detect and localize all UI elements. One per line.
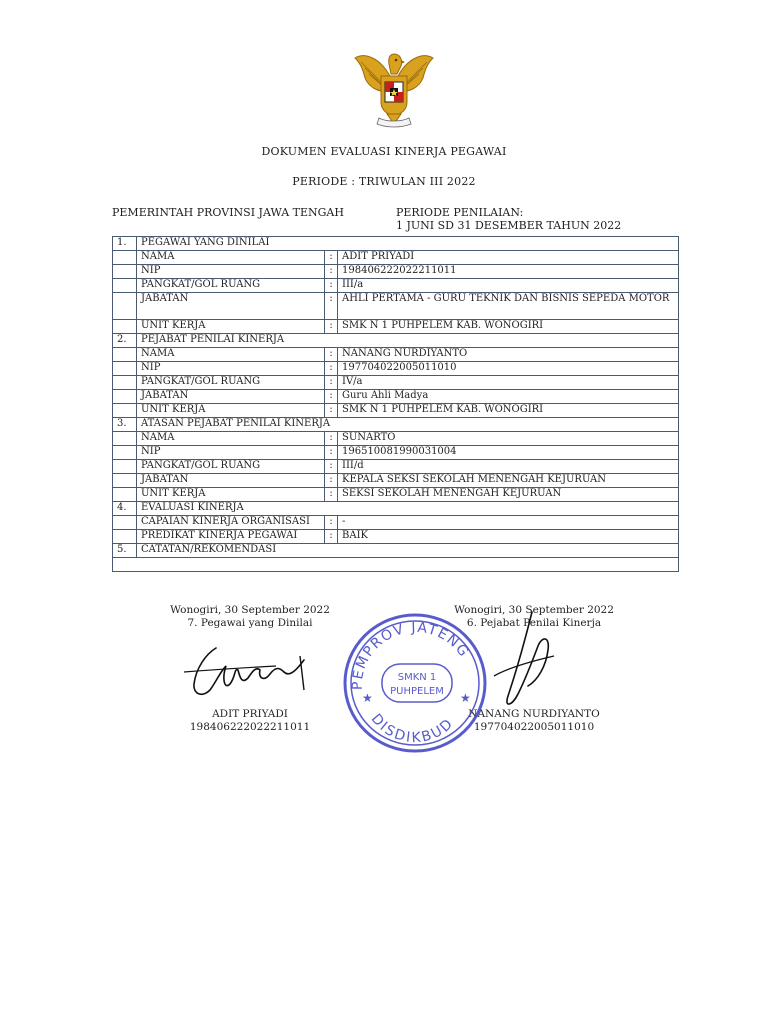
right-signature-scribble [488,606,568,716]
period-title: PERIODE : TRIWULAN III 2022 [292,175,476,188]
left-place-date: Wonogiri, 30 September 2022 [170,604,330,616]
section-number: 4. [113,502,137,516]
assessment-period [396,206,621,232]
row-value: IV/a [338,376,679,390]
svg-text:★: ★ [460,691,471,705]
left-role: 7. Pegawai yang Dinilai [187,617,313,629]
row-value: KEPALA SEKSI SEKOLAH MENENGAH KEJURUAN [338,474,679,488]
row-value: - [338,516,679,530]
government-name: PEMERINTAH PROVINSI JAWA TENGAH [112,206,344,219]
row-value: III/a [338,279,679,293]
section-number: 5. [113,544,137,558]
left-signer-nip: 198406222022211011 [189,721,311,733]
row-label: NIP [137,446,325,460]
row-label: JABATAN [137,474,325,488]
table-row: CAPAIAN KINERJA ORGANISASI : - [113,516,679,530]
row-value: III/d [338,460,679,474]
assessment-period-value: 1 JUNI SD 31 DESEMBER TAHUN 2022 [396,219,622,232]
section-number: 1. [113,237,137,251]
row-value: SMK N 1 PUHPELEM KAB. WONOGIRI [338,404,679,418]
row-label: JABATAN [137,390,325,404]
section-header [113,334,679,348]
row-label: PANGKAT/GOL RUANG [137,460,325,474]
table-row: PANGKAT/GOL RUANG : IV/a [113,376,679,390]
row-label: NIP [137,265,325,279]
right-signer-name: NANANG NURDIYANTO [468,708,600,720]
section-header [113,237,679,251]
section-header [113,502,679,516]
table-row: PREDIKAT KINERJA PEGAWAI : BAIK [113,530,679,544]
table-row: NAMA : ADIT PRIYADI [113,251,679,265]
row-value: SUNARTO [338,432,679,446]
left-signature-scribble [180,628,320,704]
table-row: PANGKAT/GOL RUANG : III/a [113,279,679,293]
section-header [113,418,679,432]
row-value: Guru Ahli Madya [338,390,679,404]
official-stamp-icon [340,610,490,756]
table-row: NIP : 198406222022211011 [113,265,679,279]
section-title: EVALUASI KINERJA [137,502,679,516]
row-label: JABATAN [137,293,325,320]
left-signature-header [150,604,350,630]
section-title: ATASAN PEJABAT PENILAI KINERJA [137,418,679,432]
row-value: 196510081990031004 [338,446,679,460]
right-place-date: Wonogiri, 30 September 2022 [454,604,614,616]
right-signer-nip: 197704022005011010 [473,721,595,733]
table-row: UNIT KERJA : SEKSI SEKOLAH MENENGAH KEJURUAN [113,488,679,502]
row-value: BAIK [338,530,679,544]
row-label: UNIT KERJA [137,488,325,502]
stamp-center-line2: PUHPELEM [390,686,444,697]
row-label: UNIT KERJA [137,320,325,334]
garuda-emblem-icon [351,48,437,130]
svg-text:DISDIKBUD [368,711,458,746]
section-title: CATATAN/REKOMENDASI [137,544,679,558]
row-value: SEKSI SEKOLAH MENENGAH KEJURUAN [338,488,679,502]
table-row: JABATAN : Guru Ahli Madya [113,390,679,404]
row-label: PANGKAT/GOL RUANG [137,279,325,293]
stamp-top-text: PEMPROV JATENG [349,619,473,691]
row-value: AHLI PERTAMA - GURU TEKNIK DAN BISNIS SEPEDA MOTOR [338,293,679,320]
section-number: 3. [113,418,137,432]
left-signer [150,708,350,734]
svg-text:★: ★ [362,691,373,705]
table-row: NAMA : NANANG NURDIYANTO [113,348,679,362]
stamp-center-line1: SMKN 1 [397,672,437,683]
evaluation-table [112,236,679,572]
row-label: PREDIKAT KINERJA PEGAWAI [137,530,325,544]
left-signer-name: ADIT PRIYADI [212,708,288,720]
table-row: NAMA : SUNARTO [113,432,679,446]
document-title: DOKUMEN EVALUASI KINERJA PEGAWAI [261,145,507,158]
assessment-period-label: PERIODE PENILAIAN: [396,206,524,219]
row-value: ADIT PRIYADI [338,251,679,265]
table-row: JABATAN : KEPALA SEKSI SEKOLAH MENENGAH KEJURUAN [113,474,679,488]
row-value: 198406222022211011 [338,265,679,279]
row-label: CAPAIAN KINERJA ORGANISASI [137,516,325,530]
row-label: NIP [137,362,325,376]
row-label: NAMA [137,348,325,362]
section-header [113,544,679,558]
notes-row [113,558,679,572]
row-label: NAMA [137,251,325,265]
row-value: SMK N 1 PUHPELEM KAB. WONOGIRI [338,320,679,334]
table-row: NIP : 196510081990031004 [113,446,679,460]
row-value: NANANG NURDIYANTO [338,348,679,362]
section-number: 2. [113,334,137,348]
row-value: 197704022005011010 [338,362,679,376]
section-title: PEJABAT PENILAI KINERJA [137,334,679,348]
section-title: PEGAWAI YANG DINILAI [137,237,679,251]
right-role: 6. Pejabat Penilai Kinerja [466,617,602,629]
table-row: UNIT KERJA : SMK N 1 PUHPELEM KAB. WONOGIRI [113,320,679,334]
row-label: NAMA [137,432,325,446]
row-label: UNIT KERJA [137,404,325,418]
table-row: UNIT KERJA : SMK N 1 PUHPELEM KAB. WONOGIRI [113,404,679,418]
table-row: JABATAN : AHLI PERTAMA - GURU TEKNIK DAN BISNIS SEPEDA MOTOR [113,293,679,320]
row-label: PANGKAT/GOL RUANG [137,376,325,390]
table-row: PANGKAT/GOL RUANG : III/d [113,460,679,474]
table-row: NIP : 197704022005011010 [113,362,679,376]
stamp-bottom-text: DISDIKBUD [367,710,458,747]
